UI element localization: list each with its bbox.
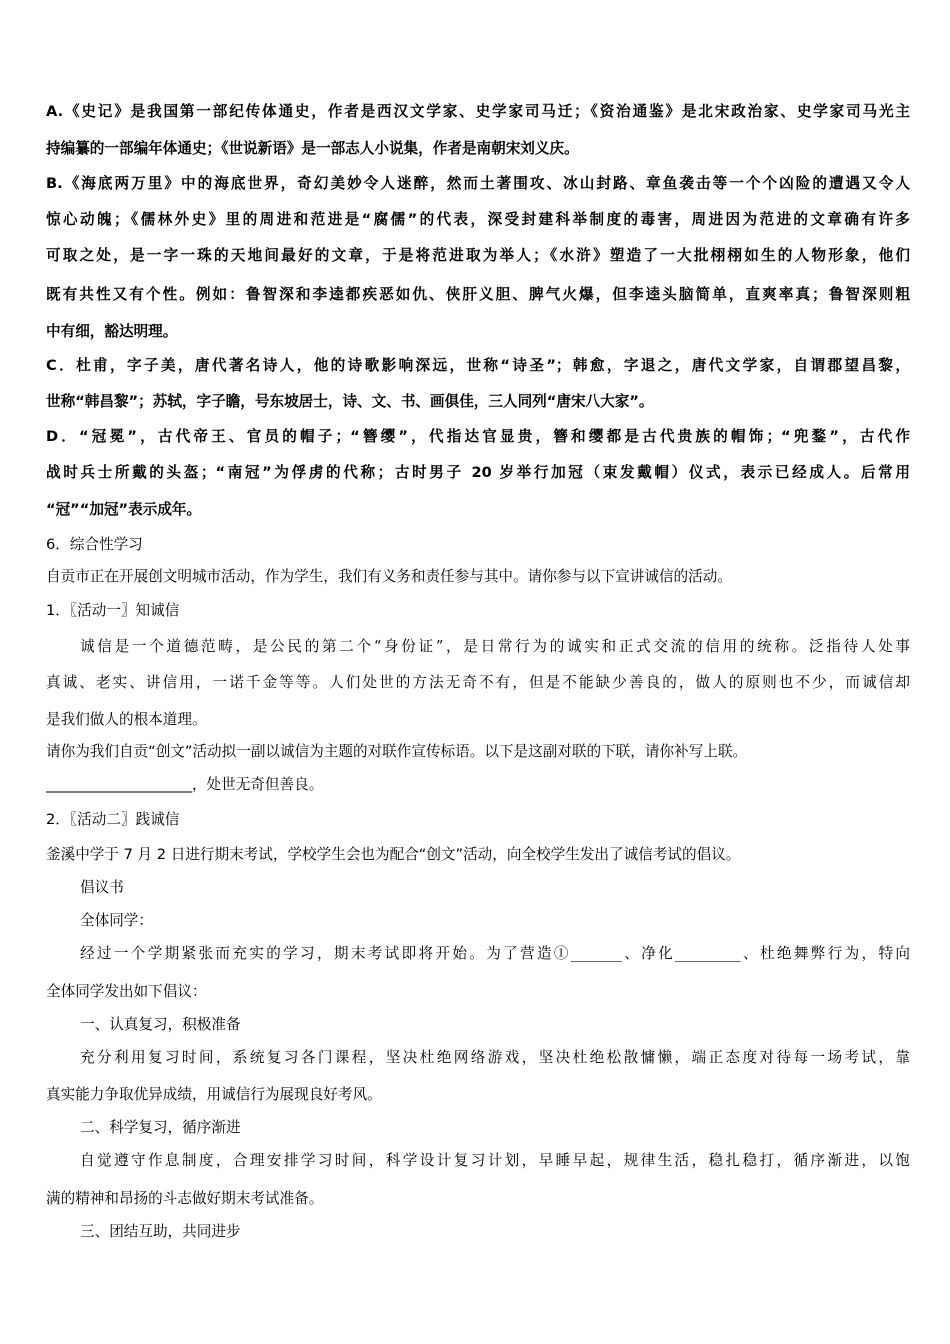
activity-1-passage-line-3: 是我们做人的根本道理。 xyxy=(46,711,207,728)
activity-1-heading: 1．〖活动一〗知诚信 xyxy=(46,602,180,619)
option-c-line-1: C．杜甫，字子美，唐代著名诗人，他的诗歌影响深远，世称“诗圣”；韩愈，字退之，唐代文学家，自谓郡望昌黎， xyxy=(46,357,910,374)
letter-greeting: 全体同学： xyxy=(80,912,153,929)
option-c-line-2: 世称“韩昌黎”；苏轼，字子瞻，号东坡居士，诗、文、书、画俱佳，三人同列“唐宋八大家”。 xyxy=(46,393,654,410)
letter-section-2-line-2: 满的精神和昂扬的斗志做好期末考试准备。 xyxy=(46,1190,324,1207)
option-d-line-2: 战时兵士所戴的头盔；“南冠”为俘虏的代称；古时男子 20 岁举行加冠（束发戴帽）仪式，表示已经成人。后常用 xyxy=(46,464,910,481)
question-6-intro: 自贡市正在开展创文明城市活动，作为学生，我们有义务和责任参与其中。请你参与以下宣讲诚信的活动。 xyxy=(46,568,732,585)
activity-2-intro: 釜溪中学于 7 月 2 日进行期末考试，学校学生会也为配合“创文”活动，向全校学生发出了诚信考试的倡议。 xyxy=(46,846,741,863)
option-d-line-1: D．“冠冕”，古代帝王、官员的帽子；“簪缨”，代指达官显贵，簪和缨都是古代贵族的帽饰；“兜鍪”，古代作 xyxy=(46,428,910,445)
letter-section-1-title: 一、认真复习，积极准备 xyxy=(80,1016,241,1033)
couplet-blank-line: ____________________，处世无奇但善良。 xyxy=(46,776,324,793)
option-b-line-2: 惊心动魄；《儒林外史》里的周进和范进是“腐儒”的代表，深受封建科举制度的毒害，周进因为范进的文章确有许多 xyxy=(46,211,910,228)
option-b-line-4: 既有共性又有个性。例如：鲁智深和李逵都疾恶如仇、侠肝义胆、脾气火爆，但李逵头脑简单，直爽率真；鲁智深则粗 xyxy=(46,286,910,303)
letter-section-3-title: 三、团结互助，共同进步 xyxy=(80,1223,241,1240)
option-a-line-2: 持编纂的一部编年体通史；《世说新语》是一部志人小说集，作者是南朝宋刘义庆。 xyxy=(46,140,579,157)
activity-1-prompt: 请你为我们自贡“创文”活动拟一副以诚信为主题的对联作宣传标语。以下是这副对联的下联，请你补写上联。 xyxy=(46,743,748,760)
letter-opening-line-1: 经过一个学期紧张而充实的学习，期末考试即将开始。为了营造①_______、净化_________、杜绝舞弊行为，特向 xyxy=(80,945,910,962)
option-b-line-1: B.《海底两万里》中的海底世界，奇幻美妙令人迷醉，然而土著围攻、冰山封路、章鱼袭击等一个个凶险的遭遇又令人 xyxy=(46,175,910,192)
option-b-line-3: 可取之处，是一字一珠的天地间最好的文章，于是将范进取为举人；《水浒》塑造了一大批栩栩如生的人物形象，他们 xyxy=(46,247,910,264)
letter-section-1-line-1: 充分利用复习时间，系统复习各门课程，坚决杜绝网络游戏，坚决杜绝松散慵懒，端正态度对待每一场考试，靠 xyxy=(80,1049,910,1066)
option-d-line-3: “冠”“加冠”表示成年。 xyxy=(46,501,202,518)
option-a-line-1: A.《史记》是我国第一部纪传体通史，作者是西汉文学家、史学家司马迁；《资治通鉴》是北宋政治家、史学家司马光主 xyxy=(46,103,910,120)
option-b-line-5: 中有细，豁达明理。 xyxy=(46,323,178,340)
question-6-title: 6．综合性学习 xyxy=(46,536,143,553)
letter-section-2-line-1: 自觉遵守作息制度，合理安排学习时间，科学设计复习计划，早睡早起，规律生活，稳扎稳打，循序渐进，以饱 xyxy=(80,1152,910,1169)
letter-opening-line-2: 全体同学发出如下倡议： xyxy=(46,983,207,1000)
activity-2-heading: 2．〖活动二〗践诚信 xyxy=(46,811,180,828)
letter-section-1-line-2: 真实能力争取优异成绩，用诚信行为展现良好考风。 xyxy=(46,1086,382,1103)
activity-1-passage-line-1: 诚信是一个道德范畴，是公民的第二个“身份证”，是日常行为的诚实和正式交流的信用的统称。泛指待人处事 xyxy=(80,638,910,655)
letter-section-2-title: 二、科学复习，循序渐进 xyxy=(80,1119,241,1136)
letter-title: 倡议书 xyxy=(80,879,124,896)
activity-1-passage-line-2: 真诚、老实、讲信用，一诺千金等等。人们处世的方法无奇不有，但是不能缺少善良的，做人的原则也不少，而诚信却 xyxy=(46,674,910,691)
